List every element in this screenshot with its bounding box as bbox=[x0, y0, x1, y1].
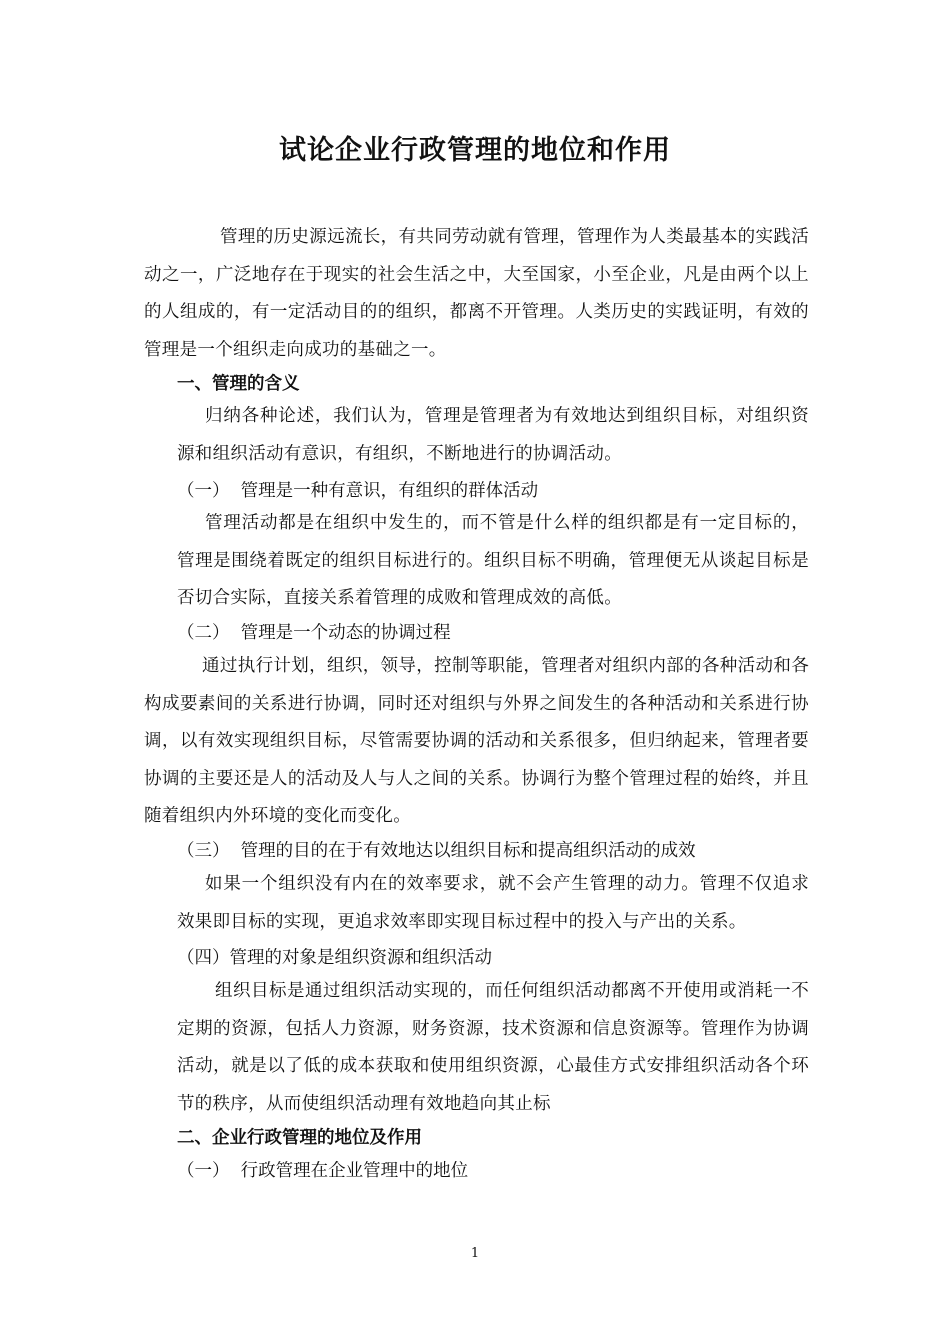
subsection-1-2-heading: （二） 管理是一个动态的协调过程 bbox=[177, 623, 451, 643]
subsection-1-1-paragraph: 管理活动都是在组织中发生的，而不管是什么样的组织都是有一定目标的，管理是围绕着既定的组织目标进行的。组织目标不明确，管理便无从谈起目标是否切合实际，直接关系着管理的成败和管理成效的高低。 bbox=[177, 513, 809, 608]
section-1-paragraph: 归纳各种论述，我们认为，管理是管理者为有效地达到组织目标，对组织资源和组织活动有意识，有组织，不断地进行的协调活动。 bbox=[177, 406, 809, 464]
section-2-heading: 二、企业行政管理的地位及作用 bbox=[177, 1128, 422, 1148]
subsection-1-4-paragraph: 组织目标是通过组织活动实现的，而任何组织活动都离不开使用或消耗一不定期的资源，包括人力资源，财务资源，技术资源和信息资源等。管理作为协调活动，就是以了低的成本获取和使用组织资源，心最佳方式安排组织活动各个环节的秩序，从而使组织活动理有效地趋向其止标 bbox=[177, 981, 809, 1114]
subsection-1-3-paragraph: 如果一个组织没有内在的效率要求，就不会产生管理的动力。管理不仅追求效果即目标的实现，更追求效率即实现目标过程中的投入与产出的关系。 bbox=[177, 874, 809, 932]
subsection-1-3-heading: （三） 管理的目的在于有效地达以组织目标和提高组织活动的成效 bbox=[177, 841, 696, 861]
subsection-1-1-heading: （一） 管理是一种有意识，有组织的群体活动 bbox=[177, 481, 539, 501]
subsection-1-2-paragraph: 通过执行计划，组织，领导，控制等职能，管理者对组织内部的各种活动和各构成要素间的关系进行协调，同时还对组织与外界之间发生的各种活动和关系进行协调，以有效实现组织目标，尽管需要协调的活动和关系很多，但归纳起来，管理者要协调的主要还是人的活动及人与人之间的关系。协调行为整个管理过程的始终，并且随着组织内外环境的变化而变化。 bbox=[144, 656, 809, 826]
page-number: 1 bbox=[470, 1246, 480, 1261]
page-title: 试论企业行政管理的地位和作用 bbox=[279, 135, 671, 166]
subsection-1-4-heading: （四）管理的对象是组织资源和组织活动 bbox=[177, 948, 492, 968]
section-1-heading: 一、管理的含义 bbox=[177, 374, 300, 394]
intro-paragraph: 管理的历史源远流长，有共同劳动就有管理，管理作为人类最基本的实践活动之一，广泛地存在于现实的社会生活之中，大至国家，小至企业，凡是由两个以上的人组成的，有一定活动目的的组织，都离不开管理。人类历史的实践证明，有效的管理是一个组织走向成功的基础之一。 bbox=[144, 227, 809, 360]
subsection-2-1-heading: （一） 行政管理在企业管理中的地位 bbox=[177, 1161, 469, 1181]
